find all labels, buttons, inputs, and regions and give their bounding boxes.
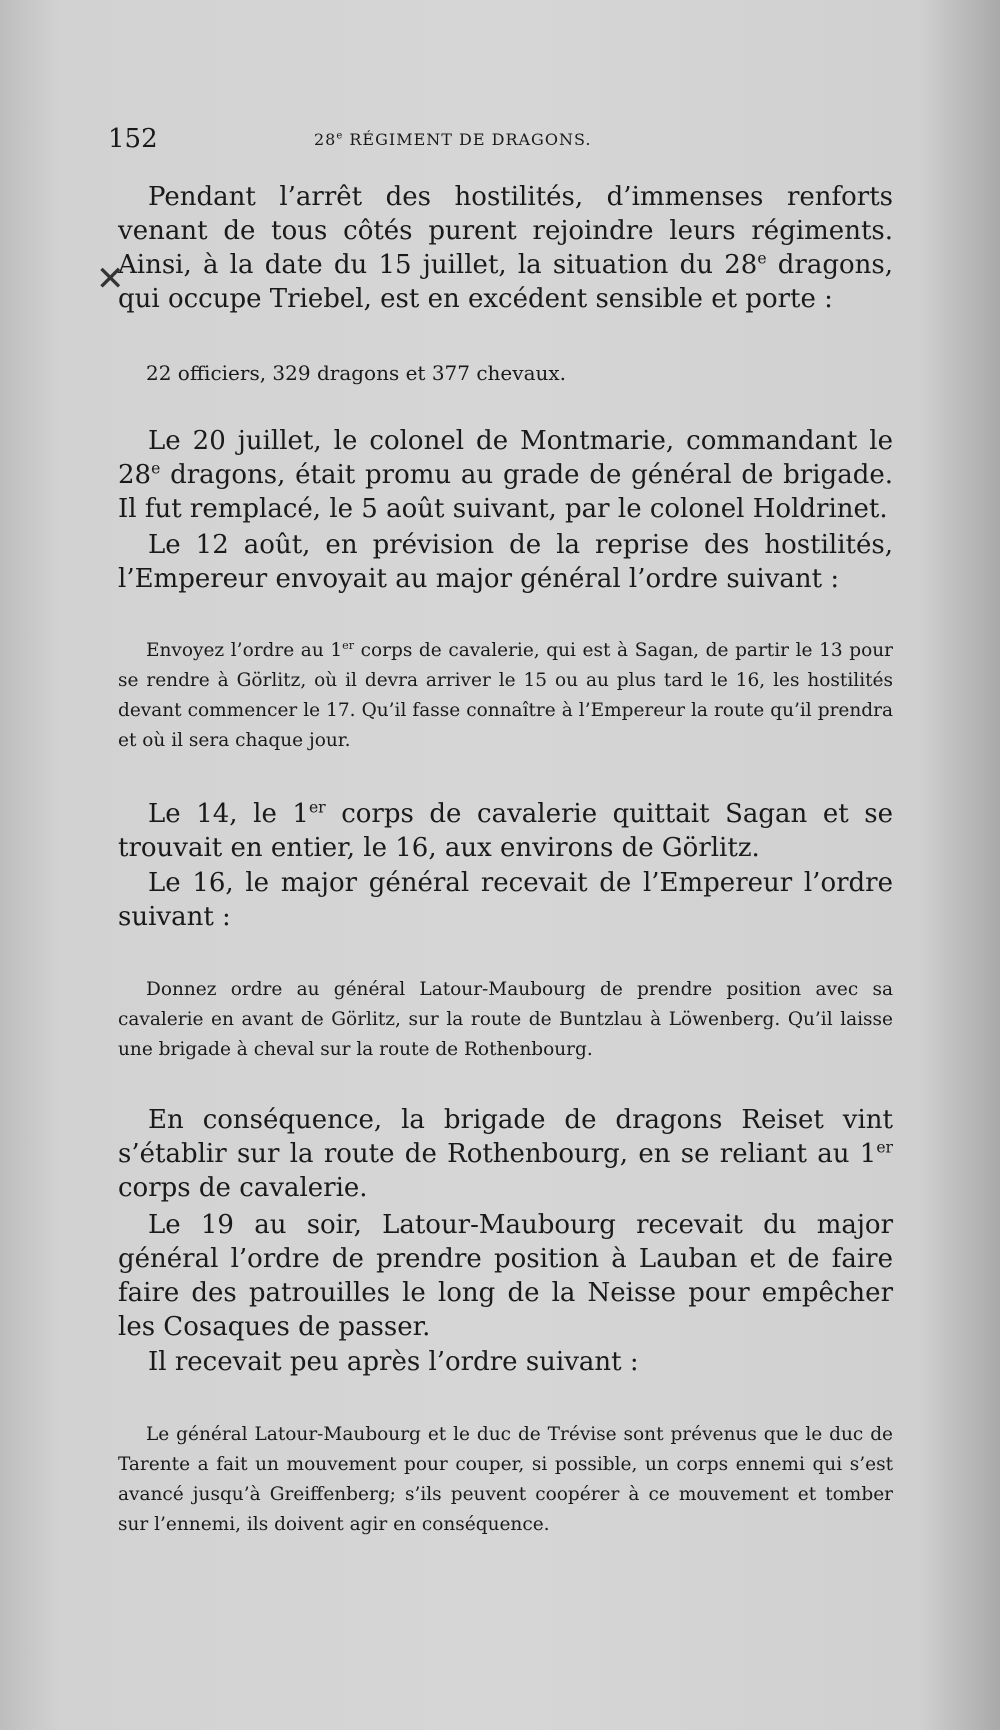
paragraph-reiset-brigade: En conséquence, la brigade de dragons Reiset vint s’établir sur la route de Rothenbourg, en se reliant au 1er corps de cavalerie. bbox=[118, 1105, 893, 1203]
paragraph-lauban: Le 19 au soir, Latour-Maubourg recevait du major général l’ordre de prendre position à Lauban et de faire faire des patrouilles le long de la Neisse pour empêcher les Cosaques de passer. bbox=[118, 1210, 893, 1342]
quote-treviso-order: Le général Latour-Maubourg et le duc de Trévise sont prévenus que le duc de Tarente a fait un mouvement pour couper, si possible, un corps ennemi qui s’est avancé jusqu’à Greiffenberg; s’ils peuvent coopérer à ce mouvement et tomber sur l’ennemi, ils doivent agir en conséquence. bbox=[118, 1424, 893, 1535]
page-number: 152 bbox=[108, 124, 158, 154]
paragraph-promotion: Le 20 juillet, le colonel de Montmarie, commandant le 28e dragons, était promu au grade de général de brigade. Il fut remplacé, le 5 août suivant, par le colonel Holdrinet. bbox=[118, 426, 893, 524]
paragraph-next-order: Il recevait peu après l’ordre suivant : bbox=[148, 1347, 639, 1377]
paragraph-strength: 22 officiers, 329 dragons et 377 chevaux. bbox=[146, 361, 567, 385]
paragraph-reinforcements: Pendant l’arrêt des hostilités, d’immenses renforts venant de tous côtés purent rejoindre leurs régiments. Ainsi, à la date du 15 juillet, la situation du 28e dragons, qui occupe Triebel, est en excédent sensible et porte : bbox=[118, 182, 893, 314]
quote-sagan-order: Envoyez l’ordre au 1er corps de cavalerie, qui est à Sagan, de partir le 13 pour se rendre à Görlitz, où il devra arriver le 15 ou au plus tard le 16, les hostilités devant commencer le 17. Qu’il fasse connaître à l’Empereur la route qu’il prendra et où il sera chaque jour. bbox=[118, 638, 893, 751]
running-head: 28e RÉGIMENT DE DRAGONS. bbox=[314, 130, 592, 149]
paragraph-august-16: Le 16, le major général recevait de l’Empereur l’ordre suivant : bbox=[118, 868, 893, 932]
quote-gorlitz-order: Donnez ordre au général Latour-Maubourg de prendre position avec sa cavalerie en avant de Görlitz, sur la route de Buntzlau à Löwenberg. Qu’il laisse une brigade à cheval sur la route de Rothenbourg. bbox=[118, 979, 893, 1060]
paragraph-cavalry-departure: Le 14, le 1er corps de cavalerie quittait Sagan et se trouvait en entier, le 16, aux environs de Görlitz. bbox=[118, 798, 893, 863]
page-header bbox=[108, 124, 908, 164]
paragraph-august-order: Le 12 août, en prévision de la reprise des hostilités, l’Empereur envoyait au major général l’ordre suivant : bbox=[118, 530, 893, 594]
margin-cross-mark: ✕ bbox=[96, 259, 125, 299]
